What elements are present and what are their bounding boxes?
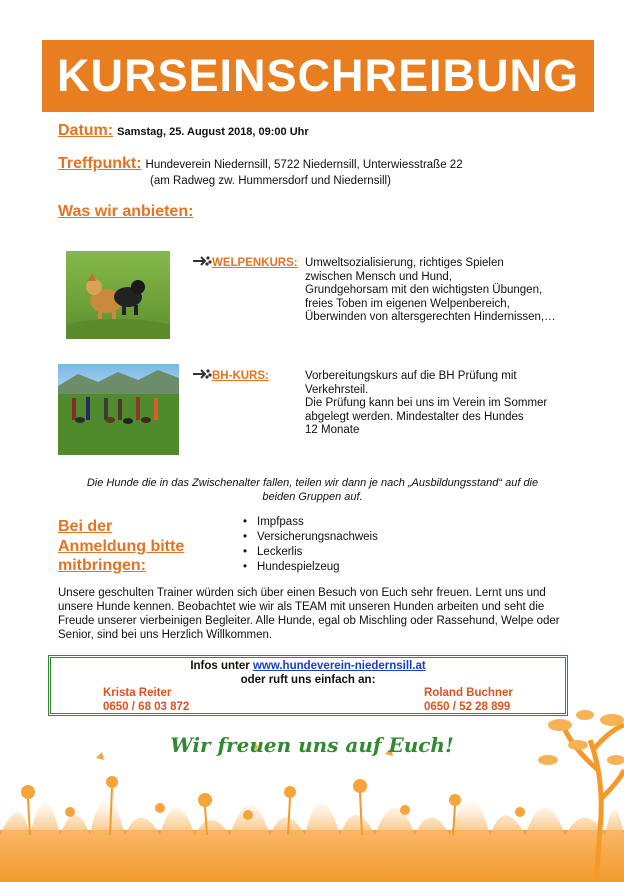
bring-heading (58, 517, 218, 576)
title-banner (42, 40, 594, 112)
group-note (60, 476, 565, 504)
website-link[interactable]: www.hundeverein-niedernsill.at (252, 660, 426, 672)
meeting-address: Hundeverein Niedernsill, 5722 Niedernsill, Unterwiesstraße 22 (145, 159, 463, 171)
paragraph-line: Unsere geschulten Trainer würden sich über einen Besuch von Euch sehr freuen. Lernt uns und (58, 587, 546, 599)
bring-heading-line: mitbringen: (58, 557, 146, 574)
bring-heading-line: Anmeldung bitte (58, 537, 185, 555)
bring-heading-line: Bei der (58, 518, 113, 535)
contact-name: Krista Reiter (103, 687, 172, 699)
meeting-directions: (am Radweg zw. Hummersdorf und Niedernsill) (150, 175, 391, 187)
slogan: Wir freuen uns auf Euch! (170, 733, 454, 757)
course-desc-line: Die Prüfung kann bei uns im Verein im Sommer (305, 397, 548, 409)
date-label: Datum: (58, 122, 114, 139)
paragraph-line: Freude unserer vierbeinigen Begleiter. Alle Hunde, egal ob Mischling oder Rassehund, Welpe oder (58, 615, 560, 627)
list-item: • Versicherungsnachweis (243, 530, 378, 545)
course-desc-line: Verkehrsteil. (305, 383, 369, 396)
bring-list (243, 515, 378, 575)
course-desc-line: abgelegt werden. Mindestalter des Hundes (305, 410, 524, 423)
contact-left (103, 686, 189, 714)
course-desc-line: Umweltsozialisierung, richtiges Spielen (305, 257, 504, 269)
puppies-photo (66, 251, 170, 339)
note-line: beiden Gruppen auf. (262, 491, 363, 503)
course-desc-line: freies Toben im eigenen Welpenbereich, (305, 297, 510, 310)
paw-arrow-icon (192, 368, 212, 383)
course-name-welpenkurs: WELPENKURS: (212, 257, 298, 269)
info-call-line: oder ruft uns einfach an: (240, 674, 376, 686)
list-item: • Impfpass (243, 515, 378, 530)
course-desc-line: Grundgehorsam mit den wichtigsten Übungen, (305, 284, 543, 296)
meeting-label: Treffpunkt: (58, 155, 142, 172)
list-item: • Leckerlis (243, 545, 378, 560)
paragraph-line: unsere Hunde kennen. Beobachtet wie wir als TEAM mit unseren Hunden arbeiten und seht die (58, 601, 545, 613)
info-box (48, 655, 568, 716)
paragraph-line: Senior, sind bei uns Herzlich Willkommen. (58, 629, 273, 641)
offer-heading: Was wir anbieten: (58, 203, 194, 220)
date-row (58, 122, 309, 140)
group-training-photo (58, 364, 179, 455)
contact-phone: 0650 / 52 28 899 (424, 701, 511, 713)
contact-phone: 0650 / 68 03 872 (103, 701, 190, 713)
contact-right (424, 686, 513, 714)
page-title: KURSEINSCHREIBUNG (56, 50, 580, 101)
course-desc-line: 12 Monate (305, 424, 360, 436)
meadow-decoration (0, 700, 624, 882)
list-item: • Hundespielzeug (243, 560, 378, 575)
welcome-paragraph (58, 586, 568, 642)
note-line: Die Hunde die in das Zwischenalter fallen, teilen wir dann je nach „Ausbildungsstand“ auf die (86, 477, 539, 489)
meeting-row (58, 155, 463, 173)
course-desc-bh-kurs (305, 370, 565, 438)
course-desc-line: Überwinden von altersgerechten Hindernissen,… (305, 311, 556, 323)
info-prefix: Infos unter (190, 660, 253, 672)
course-desc-line: Vorbereitungskurs auf die BH Prüfung mit (305, 370, 517, 382)
contact-name: Roland Buchner (424, 687, 513, 699)
course-desc-line: zwischen Mensch und Hund, (305, 270, 453, 283)
date-value: Samstag, 25. August 2018, 09:00 Uhr (117, 126, 309, 138)
course-name-bh-kurs: BH-KURS: (212, 370, 269, 382)
paw-arrow-icon (192, 255, 212, 270)
course-desc-welpenkurs (305, 257, 565, 325)
info-line (51, 660, 565, 672)
